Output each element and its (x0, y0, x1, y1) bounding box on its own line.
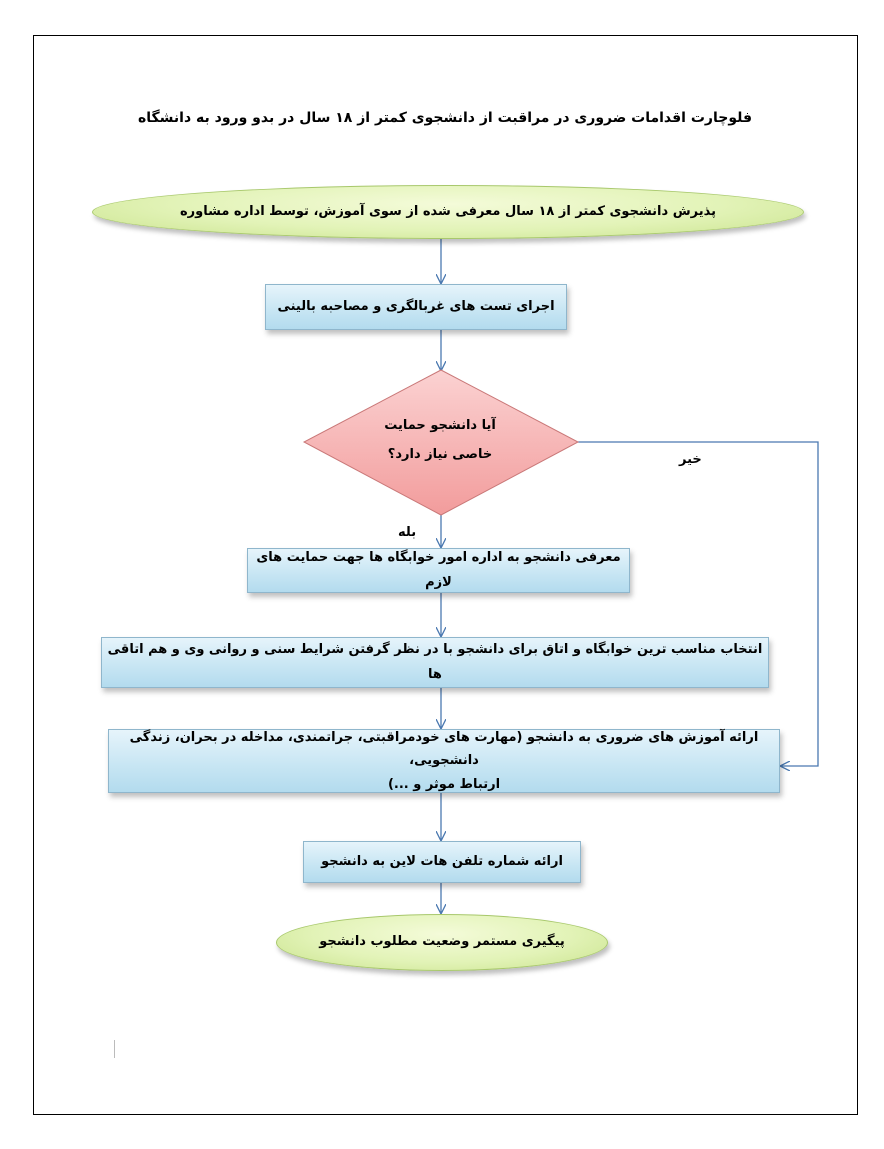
screening-text: اجرای تست های غربالگری و مصاحبه بالینی (277, 298, 555, 314)
no-label: خیر (679, 452, 702, 467)
screening-box (265, 284, 567, 330)
yes-label: بله (398, 525, 417, 540)
dorm-selection-text: انتخاب مناسب ترین خوابگاه و اتاق برای دانشجو با در نظر گرفتن شرایط سنی و روانی وی و هم اتاقی ها (107, 641, 763, 682)
referral-box (247, 548, 630, 593)
training-box (108, 729, 780, 793)
decision-text (340, 405, 540, 477)
hotline-box (303, 841, 581, 883)
decision-text-line2: خاصی نیاز دارد؟ (387, 447, 493, 462)
decision-text-line1: آیا دانشجو حمایت (384, 418, 496, 434)
training-text-line1: ارائه آموزش های ضروری به دانشجو (مهارت های خودمراقبتی، جراتمندی، مداخله در بحران، زندگی دانشجویی، (129, 729, 759, 769)
end-oval (276, 914, 608, 971)
training-text-line2: ارتباط موثر و ...) (387, 776, 501, 792)
start-oval (92, 185, 804, 239)
start-text: پذیرش دانشجوی کمتر از ۱۸ سال معرفی شده از سوی آموزش، توسط اداره مشاوره (179, 203, 717, 219)
hotline-text: ارائه شماره تلفن هات لاین به دانشجو (321, 853, 563, 869)
margin-mark (114, 1040, 115, 1058)
flowchart-title: فلوچارت اقدامات ضروری در مراقبت از دانشجوی کمتر از ۱۸ سال در بدو ورود به دانشگاه (137, 110, 752, 126)
arrow-decision-no-to-training (578, 442, 818, 766)
end-text: پیگیری مستمر وضعیت مطلوب دانشجو (319, 934, 565, 950)
referral-text: معرفی دانشجو به اداره امور خوابگاه ها جهت حمایت های لازم (256, 549, 621, 590)
dorm-selection-box (101, 637, 769, 688)
